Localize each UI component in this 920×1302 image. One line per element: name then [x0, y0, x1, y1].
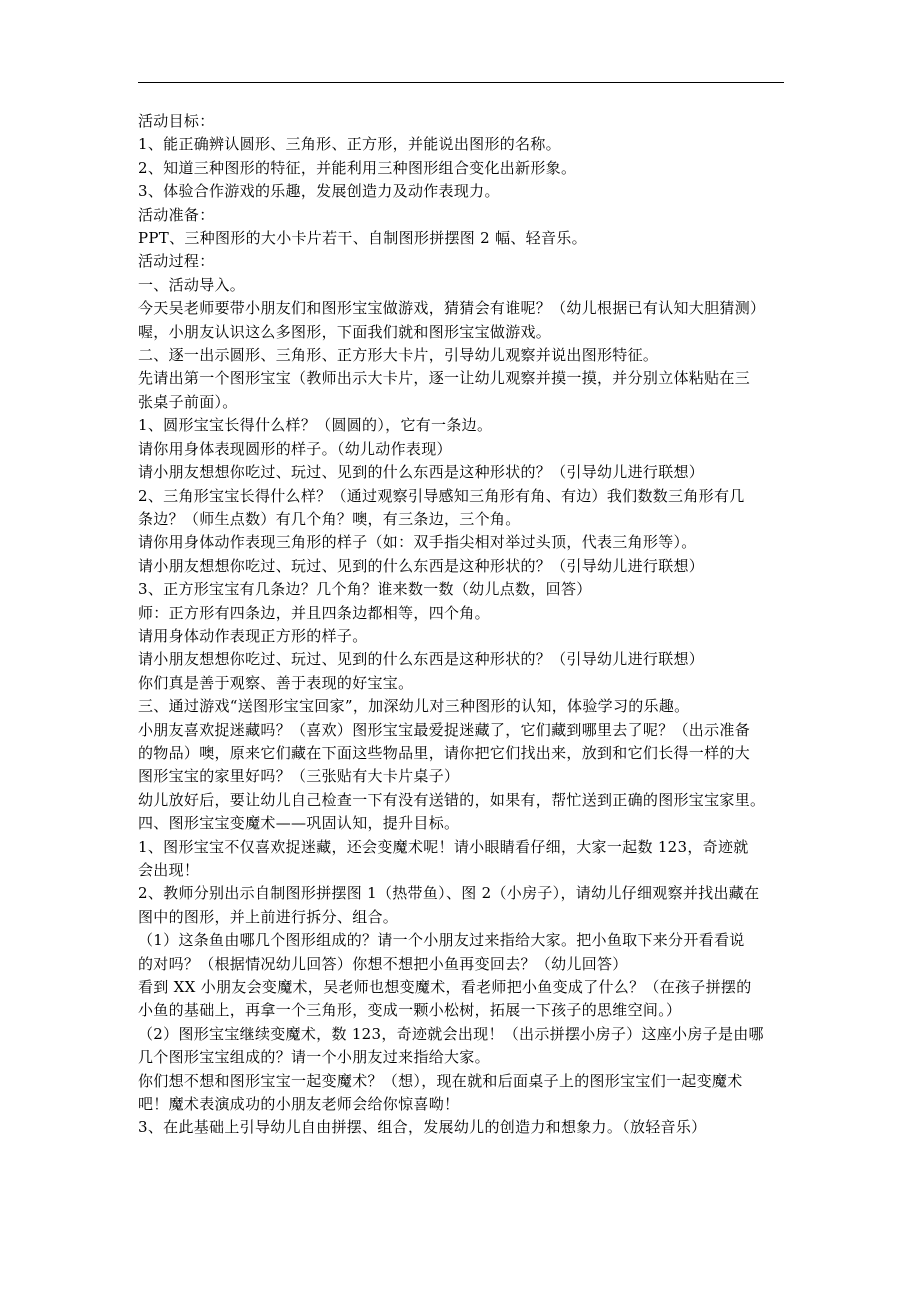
text-line: 2、三角形宝宝长得什么样？（通过观察引导感知三角形有角、有边）我们数数三角形有几: [138, 486, 745, 505]
text-line: 3、正方形宝宝有几条边？几个角？谁来数一数（幼儿点数，回答）: [138, 580, 592, 599]
header-rule: [138, 82, 784, 83]
text-line: 的物品）噢，原来它们藏在下面这些物品里，请你把它们找出来，放到和它们长得一样的大: [138, 743, 751, 762]
text-line: 3、体验合作游戏的乐趣，发展创造力及动作表现力。: [138, 182, 500, 201]
text-line: 会出现！: [138, 861, 200, 879]
text-line: 一、活动导入。: [138, 275, 246, 294]
text-line: 1、能正确辨认圆形、三角形、正方形，并能说出图形的名称。: [138, 135, 561, 154]
text-line: 请用身体动作表现正方形的样子。: [138, 626, 368, 645]
text-line: 请你用身体表现圆形的样子。（幼儿动作表现）: [138, 439, 452, 458]
text-line: 张桌子前面）。: [138, 392, 238, 411]
text-line: 1、图形宝宝不仅喜欢捉迷藏，还会变魔术呢！请小眼睛看仔细，大家一起数 123，奇迹就: [138, 837, 749, 856]
text-line: 2、知道三种图形的特征，并能利用三种图形组合变化出新形象。: [138, 158, 577, 177]
text-line: 你们想不想和图形宝宝一起变魔术？（想），现在就和后面桌子上的图形宝宝们一起变魔术: [138, 1071, 743, 1090]
text-line: 看到 XX 小朋友会变魔术，吴老师也想变魔术，看老师把小鱼变成了什么？（在孩子拼摆的: [138, 978, 752, 997]
text-line: 二、逐一出示圆形、三角形、正方形大卡片，引导幼儿观察并说出图形特征。: [138, 346, 659, 365]
text-line: 先请出第一个图形宝宝（教师出示大卡片，逐一让幼儿观察并摸一摸，并分别立体粘贴在三: [138, 369, 751, 388]
text-line: 活动过程：: [138, 252, 215, 271]
text-line: 三、通过游戏“送图形宝宝回家”，加深幼儿对三种图形的认知，体验学习的乐趣。: [138, 697, 690, 716]
text-line: 小鱼的基础上，再拿一个三角形，变成一颗小松树，拓展一下孩子的思维空间。）: [138, 1001, 682, 1020]
text-line: 活动目标：: [138, 112, 215, 130]
text-line: 条边？（师生点数）有几个角？噢，有三条边，三个角。: [138, 509, 521, 528]
text-line: 请小朋友想想你吃过、玩过、见到的什么东西是这种形状的？（引导幼儿进行联想）: [138, 650, 705, 669]
text-line: 图中的图形，并上前进行拆分、组合。: [138, 907, 399, 926]
text-line: 2、教师分别出示自制图形拼摆图 1（热带鱼）、图 2（小房子），请幼儿仔细观察并找出藏在: [138, 884, 760, 903]
text-line: 四、图形宝宝变魔术——巩固认知，提升目标。: [138, 814, 460, 833]
document-body: [138, 110, 790, 1140]
text-line: 几个图形宝宝组成的？请一个小朋友过来指给大家。: [138, 1048, 490, 1067]
text-line: 活动准备：: [138, 205, 215, 224]
text-line: 吧！魔术表演成功的小朋友老师会给你惊喜呦！: [138, 1095, 460, 1114]
text-line: 1、圆形宝宝长得什么样？（圆圆的），它有一条边。: [138, 416, 493, 435]
text-line: 喔，小朋友认识这么多图形，下面我们就和图形宝宝做游戏。: [138, 322, 552, 341]
text-line: 请小朋友想想你吃过、玩过、见到的什么东西是这种形状的？（引导幼儿进行联想）: [138, 556, 705, 575]
text-line: （1）这条鱼由哪几个图形组成的？请一个小朋友过来指给大家。把小鱼取下来分开看看说: [138, 931, 745, 950]
text-line: 你们真是善于观察、善于表现的好宝宝。: [138, 673, 414, 692]
text-line: 今天吴老师要带小朋友们和图形宝宝做游戏，猜猜会有谁呢？（幼儿根据已有认知大胆猜测）: [138, 299, 766, 318]
text-line: 图形宝宝的家里好吗？（三张贴有大卡片桌子）: [138, 767, 460, 786]
text-line: （2）图形宝宝继续变魔术，数 123，奇迹就会出现！（出示拼摆小房子）这座小房子是由哪: [138, 1024, 764, 1043]
text-line: 的对吗？（根据情况幼儿回答）你想不想把小鱼再变回去？（幼儿回答）: [138, 954, 628, 973]
text-line: PPT、三种图形的大小卡片若干、自制图形拼摆图 2 幅、轻音乐。: [138, 229, 587, 248]
text-line: 请你用身体动作表现三角形的样子（如：双手指尖相对举过头顶，代表三角形等）。: [138, 533, 697, 552]
text-line: 请小朋友想想你吃过、玩过、见到的什么东西是这种形状的？（引导幼儿进行联想）: [138, 463, 705, 482]
text-line: 3、在此基础上引导幼儿自由拼摆、组合，发展幼儿的创造力和想象力。（放轻音乐）: [138, 1118, 707, 1137]
text-line: 师：正方形有四条边，并且四条边都相等，四个角。: [138, 603, 490, 622]
text-line: 幼儿放好后，要让幼儿自己检查一下有没有送错的，如果有，帮忙送到正确的图形宝宝家里。: [138, 790, 766, 809]
text-line: 小朋友喜欢捉迷藏吗？（喜欢）图形宝宝最爱捉迷藏了，它们藏到哪里去了呢？（出示准备: [138, 720, 751, 739]
